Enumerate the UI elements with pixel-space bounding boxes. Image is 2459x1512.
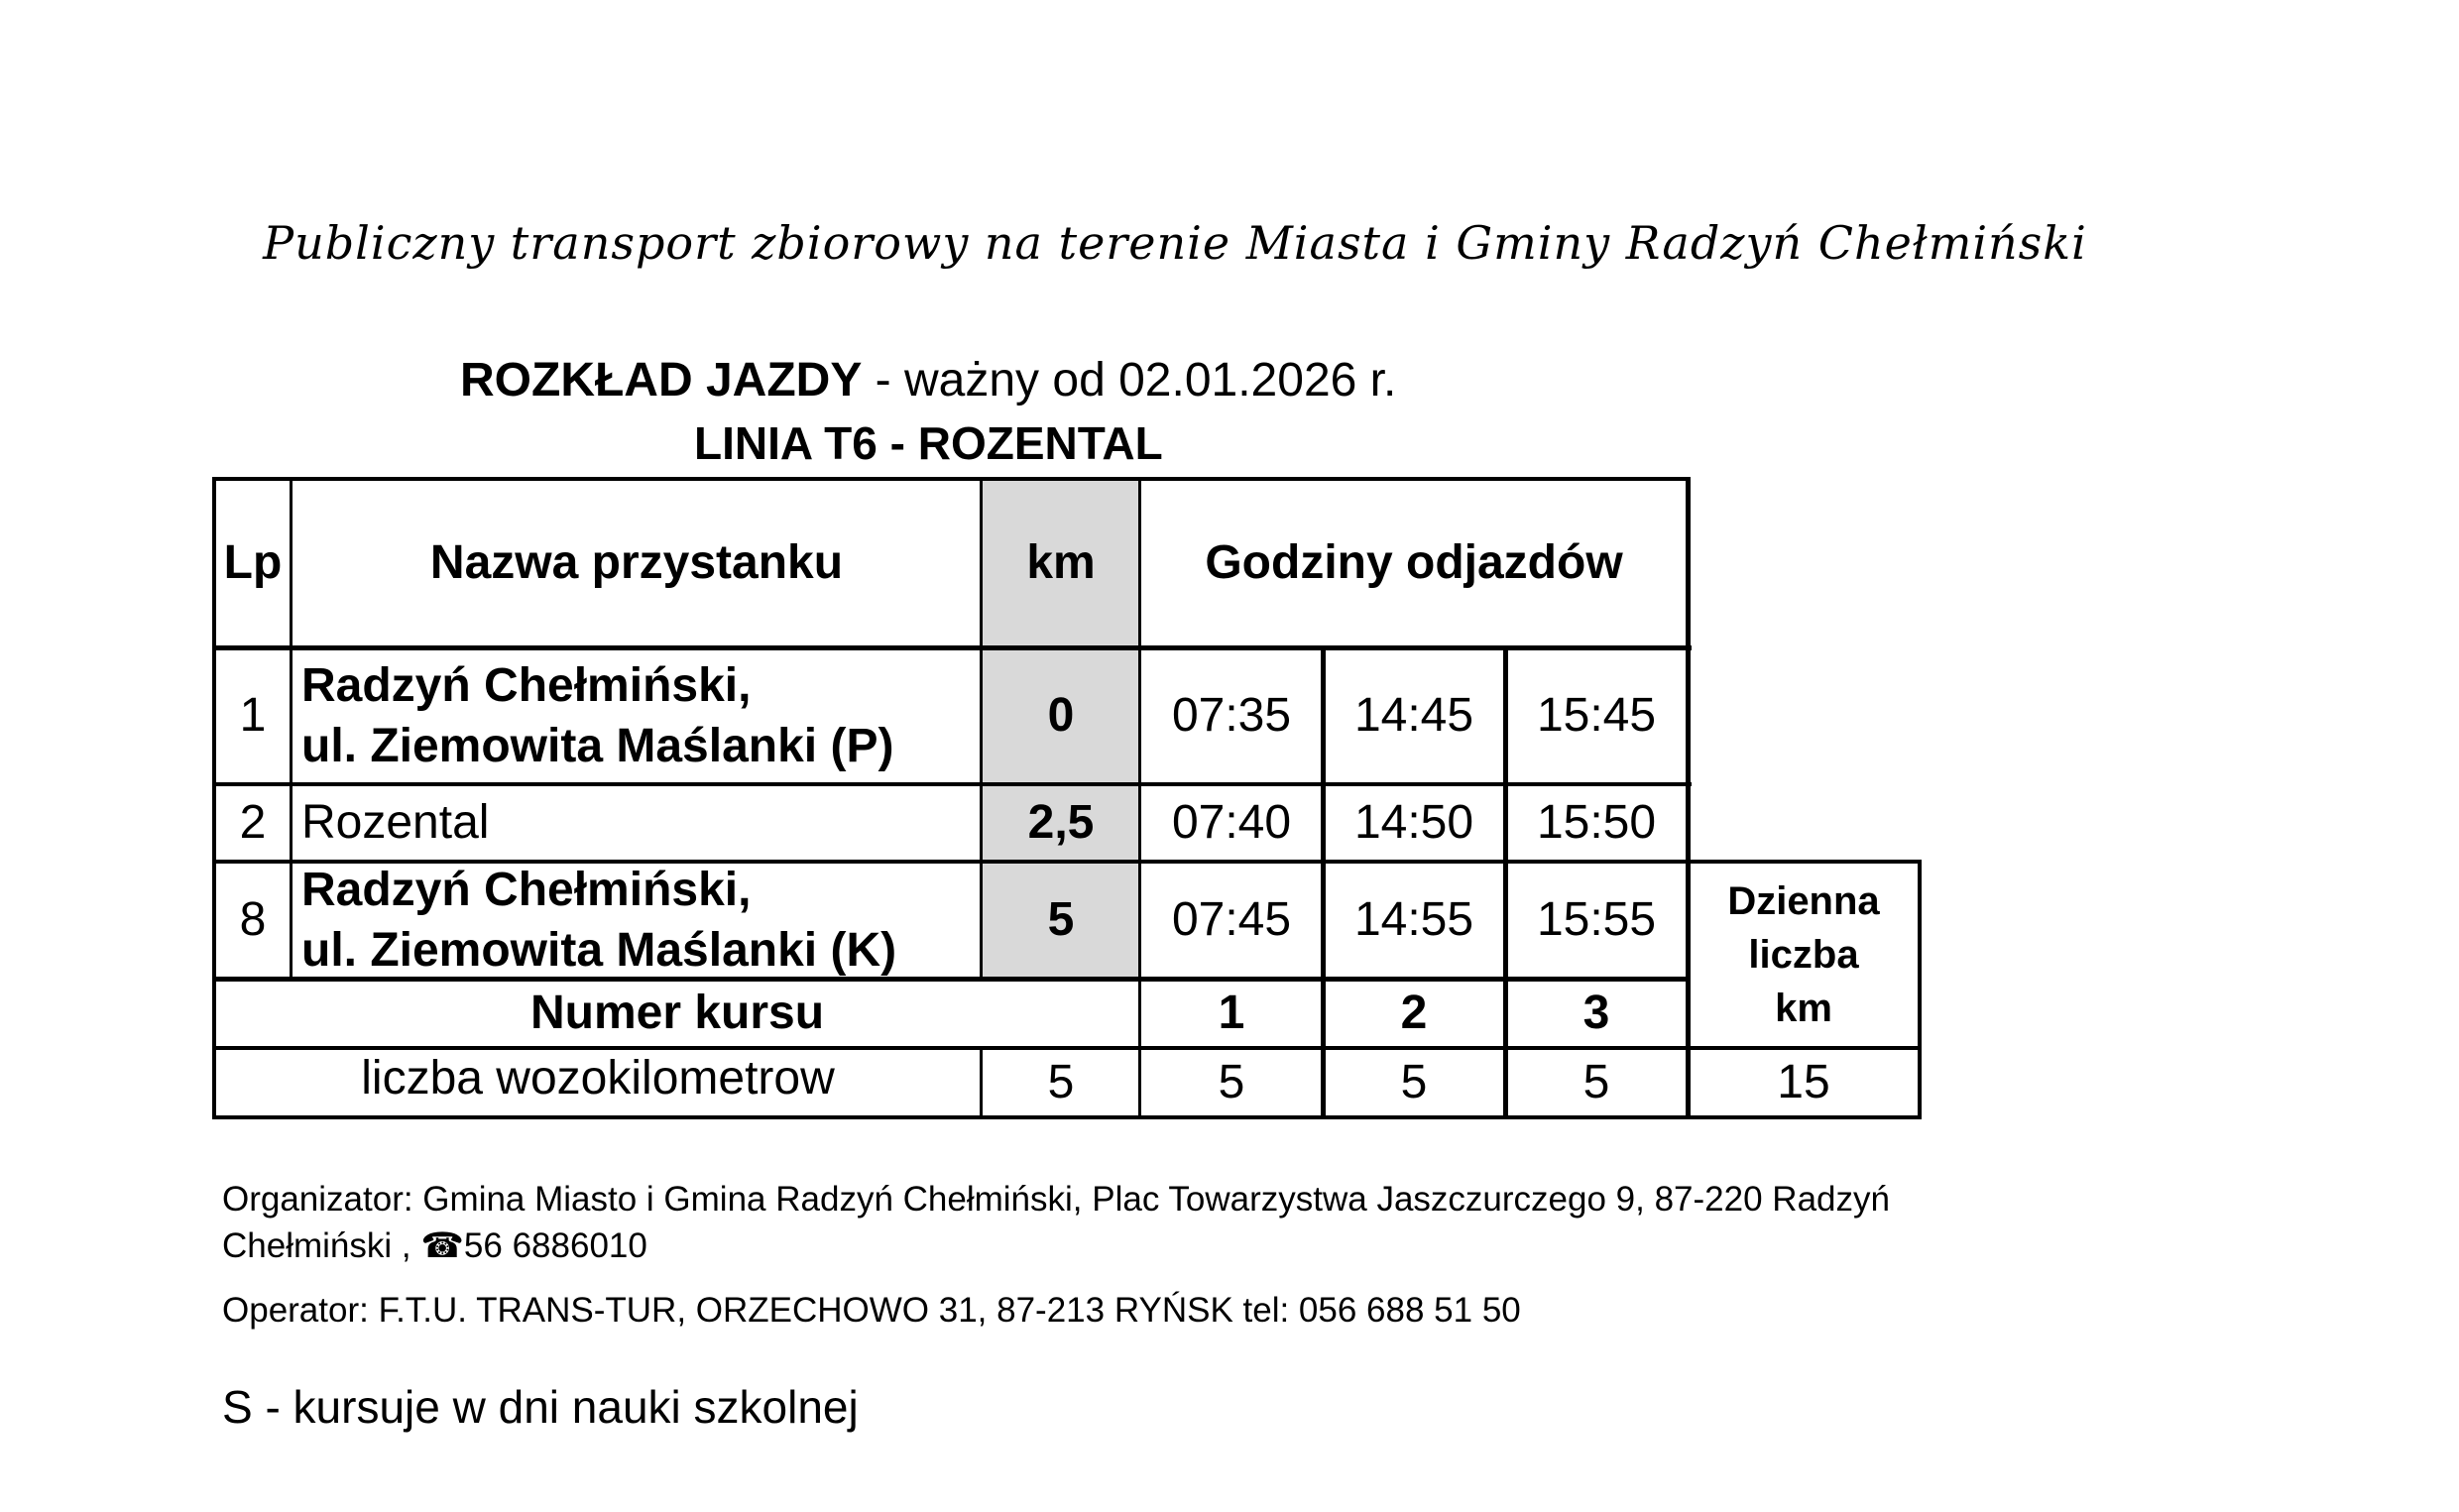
daily-km-label: Dzienna liczba km xyxy=(1727,879,1880,1030)
table-rule xyxy=(980,1046,983,1119)
vehicle-km-course-1: 5 xyxy=(1218,1056,1245,1109)
row3-time-1: 07:45 xyxy=(1171,893,1292,947)
header-daily-km xyxy=(1688,862,1920,1048)
table-rule xyxy=(1321,645,1326,1119)
row1-time-2: 14:45 xyxy=(1353,689,1474,743)
row1-km: 0 xyxy=(1047,689,1075,743)
operator-info: Operator: F.T.U. TRANS-TUR, ORZECHOWO 31, 87-213 RYŃSK tel: 056 688 51 50 xyxy=(222,1291,1521,1330)
table-border-bottom xyxy=(212,1115,1922,1119)
organizer-info xyxy=(222,1176,1890,1270)
course-number-2: 2 xyxy=(1400,987,1428,1040)
vehicle-km-label: liczba wozokilometrow xyxy=(361,1052,835,1105)
school-days-note: S - kursuje w dni nauki szkolnej xyxy=(222,1381,859,1433)
row3-stop-name xyxy=(292,862,982,979)
daily-km-value: 15 xyxy=(1777,1056,1830,1109)
row2-km: 2,5 xyxy=(1027,796,1095,850)
table-rule xyxy=(290,477,293,981)
row2-stop-name: Rozental xyxy=(301,796,490,850)
row1-stop-name xyxy=(292,647,982,784)
vehicle-km-course-3: 5 xyxy=(1582,1056,1610,1109)
header-lp: Lp xyxy=(223,536,283,590)
table-rule xyxy=(212,860,1922,864)
row1-time-3: 15:45 xyxy=(1536,689,1657,743)
page-subtitle: Publiczny transport zbiorowy na terenie Miasta i Gminy Radzyń Chełmiński xyxy=(263,216,2087,270)
table-rule xyxy=(980,477,983,981)
row1-time-1: 07:35 xyxy=(1171,689,1292,743)
timetable-title-bold: ROZKŁAD JAZDY xyxy=(460,354,863,407)
course-number-3: 3 xyxy=(1582,987,1610,1040)
vehicle-km-course-2: 5 xyxy=(1400,1056,1428,1109)
row3-lp: 8 xyxy=(239,893,267,947)
table-rule xyxy=(1138,477,1141,1119)
table-rule xyxy=(1686,477,1691,1119)
table-rule xyxy=(212,782,1692,786)
row1-stop-line1: Radzyń Chełmiński, xyxy=(301,658,752,712)
row3-stop-line2: ul. Ziemowita Maślanki (K) xyxy=(301,924,897,977)
row2-time-2: 14:50 xyxy=(1353,796,1474,850)
table-border-top xyxy=(212,477,1690,481)
timetable-validity: - ważny od 02.01.2026 r. xyxy=(862,354,1397,407)
header-stop-name: Nazwa przystanku xyxy=(429,536,844,590)
vehicle-km-total: 5 xyxy=(1047,1056,1075,1109)
organizer-line1: Organizator: Gmina Miasto i Gmina Radzyń Chełmiński, Plac Towarzystwa Jaszczurczego 9, 87-220 Radzyń xyxy=(222,1180,1890,1219)
organizer-line2: Chełmiński , ☎56 6886010 xyxy=(222,1226,647,1266)
table-rule xyxy=(212,645,1692,650)
row3-time-2: 14:55 xyxy=(1353,893,1474,947)
row3-stop-line1: Radzyń Chełmiński, xyxy=(301,863,752,916)
table-rule xyxy=(212,977,1690,982)
row1-lp: 1 xyxy=(239,689,267,743)
row3-km: 5 xyxy=(1047,893,1075,947)
line-name: LINIA T6 - ROZENTAL xyxy=(694,417,1163,469)
timetable-title xyxy=(460,353,1396,407)
course-number-label: Numer kursu xyxy=(529,987,825,1040)
row1-stop-line2: ul. Ziemowita Maślanki (P) xyxy=(301,720,894,772)
row2-time-3: 15:50 xyxy=(1536,796,1657,850)
row2-lp: 2 xyxy=(239,796,267,850)
table-border-right xyxy=(1918,860,1922,1119)
row3-time-3: 15:55 xyxy=(1536,893,1657,947)
header-km: km xyxy=(1026,536,1096,590)
table-rule xyxy=(1503,645,1508,1119)
table-rule xyxy=(212,1046,1922,1050)
table-border-left xyxy=(212,477,216,1119)
header-departure-times: Godziny odjazdów xyxy=(1205,536,1623,590)
course-number-1: 1 xyxy=(1218,987,1245,1040)
row2-time-1: 07:40 xyxy=(1171,796,1292,850)
